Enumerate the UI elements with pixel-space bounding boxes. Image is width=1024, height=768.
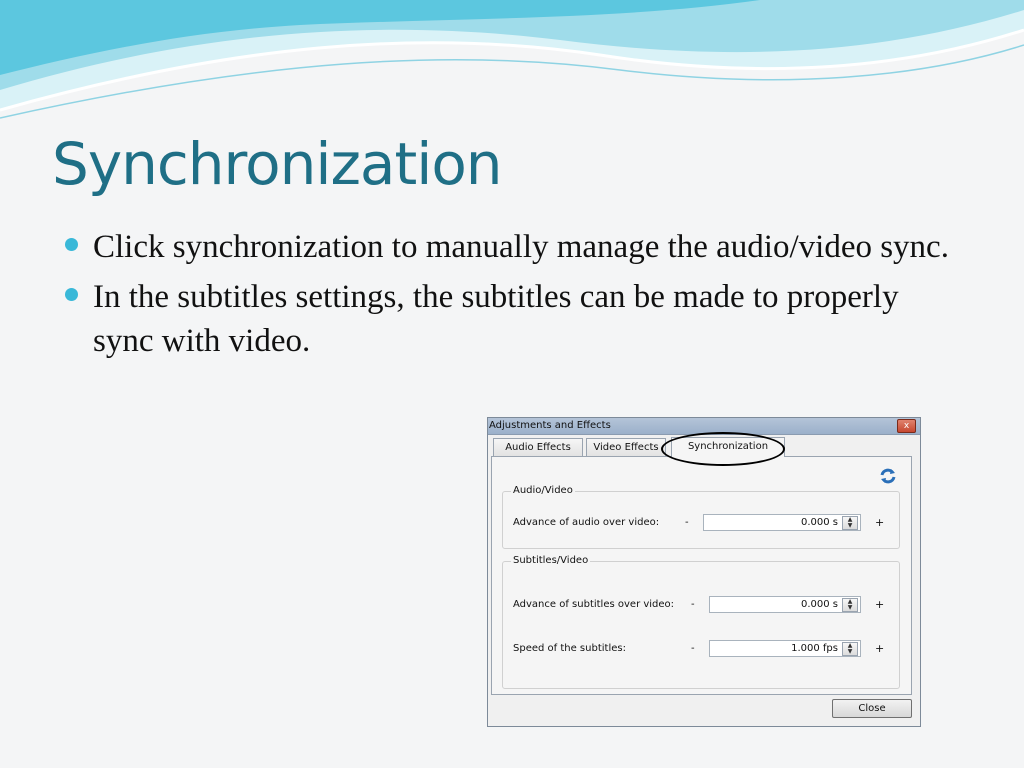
tab-synchronization[interactable]: Synchronization <box>671 437 785 457</box>
group-label: Subtitles/Video <box>513 555 589 566</box>
decorative-wave-banner <box>0 0 1024 120</box>
plus-label: + <box>875 516 885 529</box>
dot-bullet-icon <box>65 238 78 251</box>
row-label: Advance of subtitles over video: <box>513 599 675 610</box>
dot-bullet-icon <box>65 288 78 301</box>
spin-value: 0.000 s <box>800 599 838 610</box>
bullet-text: Click synchronization to manually manage the audio/video sync. <box>93 229 949 265</box>
spin-value: 0.000 s <box>800 517 838 528</box>
minus-label: - <box>691 599 695 610</box>
subtitle-speed-spinbox[interactable] <box>709 640 861 657</box>
bullet-item <box>60 275 960 363</box>
close-window-button[interactable]: x <box>897 419 916 433</box>
minus-label: - <box>691 643 695 654</box>
adjustments-dialog <box>487 417 921 727</box>
bullet-text: In the subtitles settings, the subtitles can be made to properly sync with video. <box>93 279 899 359</box>
plus-label: + <box>875 598 885 611</box>
group-label: Audio/Video <box>513 485 573 496</box>
synchronization-panel <box>491 456 912 695</box>
spin-arrows-icon[interactable]: ▲ ▼ <box>842 598 858 612</box>
refresh-icon[interactable] <box>879 467 897 485</box>
plus-label: + <box>875 642 885 655</box>
audio-delay-spinbox[interactable] <box>703 514 861 531</box>
spin-value: 1.000 fps <box>791 643 838 654</box>
spin-arrows-icon[interactable]: ▲ ▼ <box>842 642 858 656</box>
tab-video-effects[interactable]: Video Effects <box>586 438 666 456</box>
audio-video-group <box>502 485 900 549</box>
subtitle-delay-spinbox[interactable] <box>709 596 861 613</box>
bullet-item <box>60 225 960 269</box>
minus-label: - <box>685 517 689 528</box>
row-label: Advance of audio over video: <box>513 517 660 528</box>
dialog-title: Adjustments and Effects <box>489 420 611 431</box>
tab-audio-effects[interactable]: Audio Effects <box>493 438 583 456</box>
slide-title: Synchronization <box>52 130 502 198</box>
close-button[interactable]: Close <box>832 699 912 718</box>
bullet-list <box>60 225 960 369</box>
spin-arrows-icon[interactable]: ▲ ▼ <box>842 516 858 530</box>
dialog-titlebar <box>488 418 920 435</box>
subtitles-video-group <box>502 555 900 689</box>
row-label: Speed of the subtitles: <box>513 643 626 654</box>
